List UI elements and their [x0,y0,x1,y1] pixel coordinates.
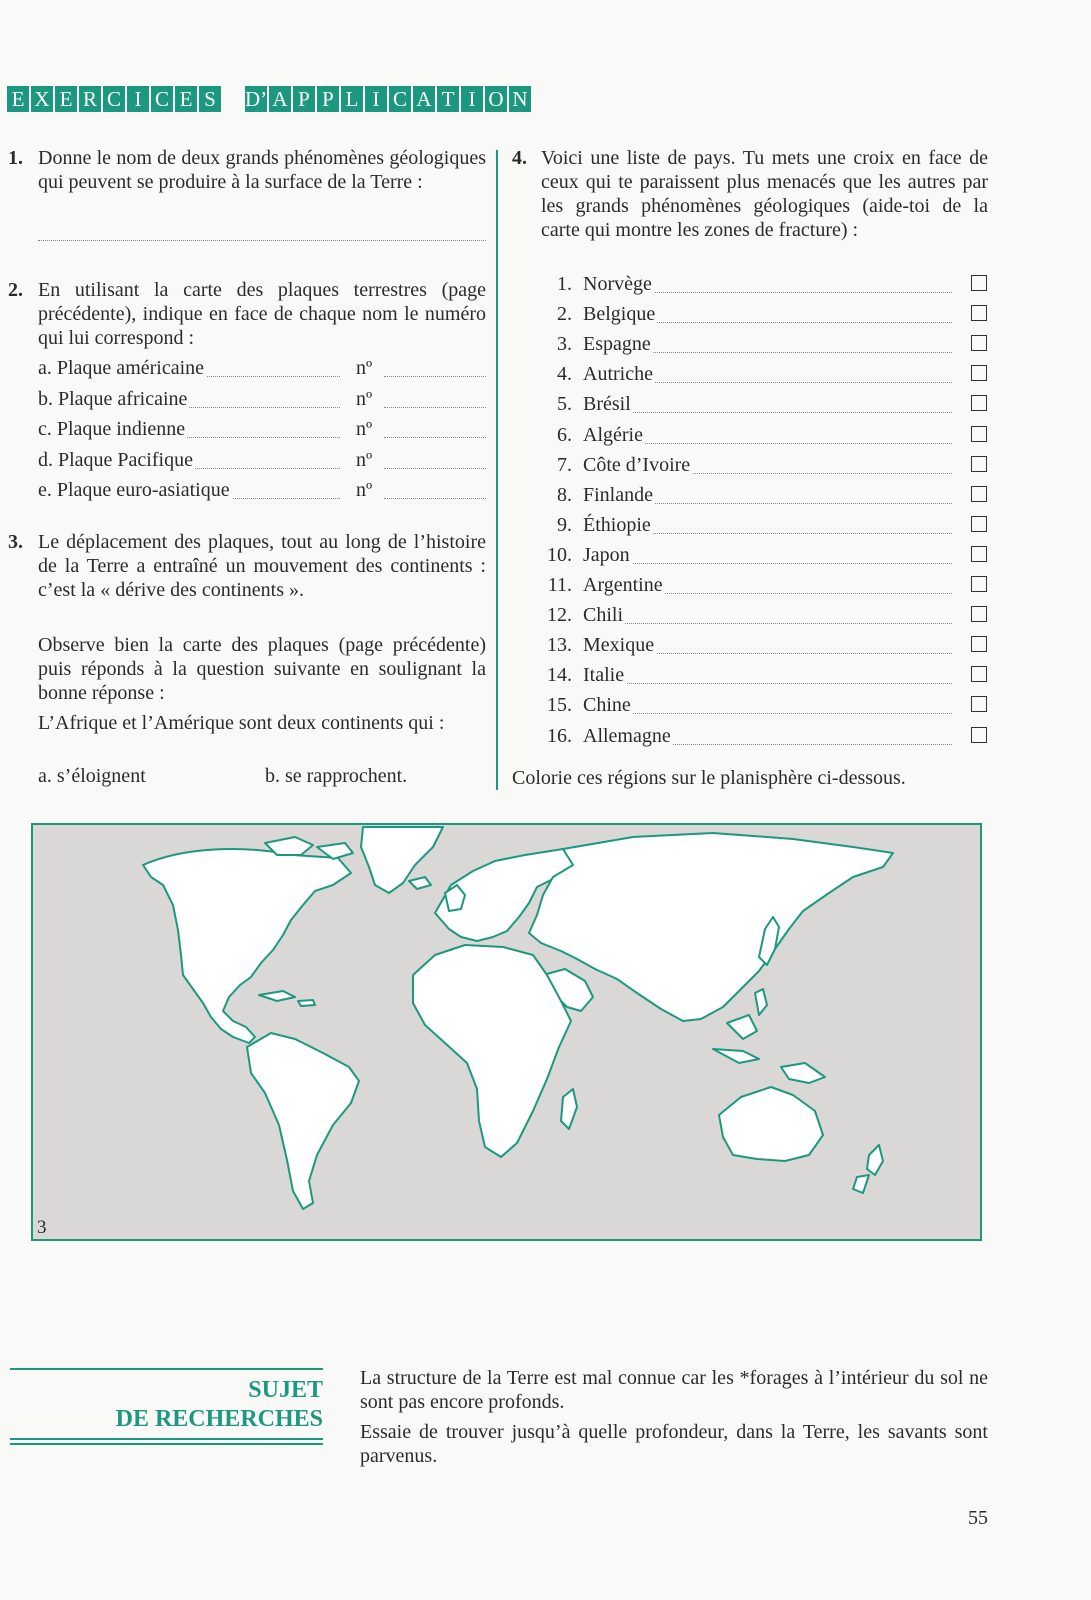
north-america-shape [143,849,351,1043]
plate-number-label: nº [356,418,373,440]
country-checkbox[interactable] [971,426,987,442]
country-number: 6. [557,423,572,446]
country-checkbox[interactable] [971,546,987,562]
country-number: 4. [557,363,572,386]
country-row [542,332,992,358]
country-row [542,633,992,659]
header-letter: E [7,86,29,112]
africa-shape [413,945,571,1157]
header-letter: A [269,86,291,112]
madagascar-shape [561,1089,577,1129]
map-number-label: 3 [37,1217,47,1238]
research-paragraph-1: La structure de la Terre est mal connue car les *forages à l’intérieur du sol ne sont pas encore profonds. [360,1367,988,1413]
plate-number-answer[interactable] [384,376,486,377]
country-dots [583,412,952,413]
country-name: Brésil [583,393,631,416]
country-row [542,513,992,539]
country-checkbox[interactable] [971,395,987,411]
country-checkbox[interactable] [971,666,987,682]
iceland-shape [409,877,431,889]
header-letter: C [389,86,411,112]
country-checkbox[interactable] [971,335,987,351]
plate-name: d. Plaque Pacifique [38,448,193,471]
country-checkbox[interactable] [971,606,987,622]
country-row [542,392,992,418]
header-letter: C [103,86,125,112]
new-zealand-shape [853,1175,869,1193]
country-row [542,272,992,298]
country-number: 15. [547,694,572,717]
country-row [542,423,992,449]
header-letter: L [341,86,363,112]
country-number: 12. [547,604,572,627]
header-letter: P [317,86,339,112]
header-letter: D’ [245,87,268,111]
country-row [542,603,992,629]
country-row [542,663,992,689]
exercise-2-number: 2. [8,279,23,301]
exercise-3-paragraph-1: Le déplacement des plaques, tout au long de l’histoire de la Terre a entraîné un mouvement des continents : c’est la « dérive des continents ». [38,531,486,601]
research-rule-bottom [10,1438,323,1440]
country-row [542,483,992,509]
plate-number-label: nº [356,479,373,501]
research-rule-bottom-2 [10,1443,323,1445]
caribbean-island-shape [259,991,295,1001]
country-name: Finlande [583,483,653,506]
header-letter: I [365,86,387,112]
plate-number-label: nº [356,448,373,471]
country-checkbox[interactable] [971,486,987,502]
country-name: Éthiopie [583,513,651,536]
plate-name: b. Plaque africaine [38,387,188,410]
country-name: Espagne [583,333,651,356]
country-checkbox[interactable] [971,636,987,652]
country-name: Norvège [583,273,652,295]
research-paragraph-2: Essaie de trouver jusqu’à quelle profondeur, dans la Terre, les savants sont parvenus. [360,1421,988,1467]
caribbean-island-shape [298,1000,315,1006]
exercise-3-paragraph-3: L’Afrique et l’Amérique sont deux continents qui : [38,712,445,734]
new-zealand-shape [867,1145,883,1175]
country-number: 1. [557,273,572,295]
plate-row [38,448,488,474]
country-number: 10. [547,543,572,566]
plate-name: e. Plaque euro-asiatique [38,479,230,501]
plate-number-answer[interactable] [384,437,486,438]
plate-name: c. Plaque indienne [38,418,186,440]
header-letter: P [293,86,315,112]
country-checkbox[interactable] [971,456,987,472]
country-name: Argentine [583,574,663,596]
research-rule-top [10,1368,323,1370]
exercise-4-number: 4. [512,147,527,169]
country-number: 11. [547,574,572,596]
country-dots [583,683,952,684]
plate-row [38,387,488,413]
new-guinea-shape [781,1063,825,1083]
column-divider [496,150,498,790]
header-letter: C [151,86,173,112]
indonesia-shape [713,1049,759,1063]
header-letter: S [199,86,221,112]
south-america-shape [247,1033,359,1209]
answer-option-a[interactable]: a. s’éloignent [38,765,146,787]
country-checkbox[interactable] [971,576,987,592]
plate-row [38,356,488,382]
country-number: 3. [557,333,572,356]
country-checkbox[interactable] [971,696,987,712]
header-letter: R [79,86,101,112]
plate-row [38,478,488,504]
country-number: 16. [547,724,572,747]
country-checkbox[interactable] [971,305,987,321]
plate-name: a. Plaque américaine [38,357,205,379]
country-name: Italie [583,664,625,687]
country-dots [583,713,952,714]
country-name: Japon [583,543,630,566]
page-number: 55 [968,1507,988,1529]
exercise-1-answer-line[interactable] [38,240,486,241]
research-title-line-1: SUJET [248,1377,323,1403]
plate-row [38,417,488,443]
plate-number-answer[interactable] [384,498,486,499]
country-name: Autriche [583,363,653,386]
country-checkbox[interactable] [971,365,987,381]
country-name: Côte d’Ivoire [583,453,691,476]
country-number: 14. [547,664,572,687]
country-name: Chine [583,694,631,717]
header-letter: X [31,86,53,112]
plate-number-label: nº [356,387,373,410]
country-checkbox[interactable] [971,275,987,291]
country-row [542,453,992,479]
country-dots [583,563,952,564]
header-word-application [245,86,533,112]
country-number: 7. [557,453,572,476]
philippines-shape [755,989,767,1015]
header-letter: I [127,86,149,112]
country-name: Allemagne [583,724,671,747]
header-letter: E [175,86,197,112]
header-letter: E [55,86,77,112]
country-number: 9. [557,513,572,536]
country-row [542,302,992,328]
country-row [542,543,992,569]
country-row [542,362,992,388]
country-number: 5. [557,393,572,416]
country-dots [583,623,952,624]
plate-number-answer[interactable] [384,468,486,469]
country-name: Chili [583,604,624,627]
world-map[interactable] [31,823,982,1241]
exercise-4-text: Voici une liste de pays. Tu mets une croix en face de ceux qui te paraissent plus menacés que les autres par les grands phénomènes géologiques (aide-toi de la carte qui montre les zones de fracture) : [541,147,988,241]
country-row [542,724,992,750]
header-letter: T [437,86,459,112]
country-number: 8. [557,483,572,506]
world-map-svg [33,825,980,1239]
country-name: Mexique [583,634,655,657]
exercise-2-text: En utilisant la carte des plaques terrestres (page précédente), indique en face de chaque nom le numéro qui lui correspond : [38,279,486,349]
country-row [542,573,992,599]
country-checkbox[interactable] [971,727,987,743]
exercise-3-paragraph-2: Observe bien la carte des plaques (page précédente) puis réponds à la question suivante en soulignant la bonne réponse : [38,634,486,704]
header-letter: A [413,86,435,112]
section-header [7,86,533,112]
exercise-4-footer: Colorie ces régions sur le planisphère ci-dessous. [512,767,906,789]
australia-shape [719,1087,823,1161]
answer-option-b[interactable]: b. se rapprochent. [265,765,408,787]
country-checkbox[interactable] [971,516,987,532]
exercise-3-number: 3. [8,531,23,553]
country-name: Belgique [583,303,656,326]
country-number: 2. [557,303,572,326]
research-title-line-2: DE RECHERCHES [115,1406,323,1432]
header-letter: O [485,86,507,112]
country-row [542,693,992,719]
exercise-1-text: Donne le nom de deux grands phénomènes géologiques qui peuvent se produire à la surface de la Terre : [38,147,486,193]
header-letter: N [509,86,531,112]
header-word-exercices [7,86,223,112]
country-name: Algérie [583,423,643,446]
plate-number-label: nº [356,357,373,379]
plate-number-answer[interactable] [384,407,486,408]
country-number: 13. [547,634,572,657]
indonesia-shape [727,1015,757,1039]
header-letter: I [461,86,483,112]
exercise-1-number: 1. [8,147,23,169]
